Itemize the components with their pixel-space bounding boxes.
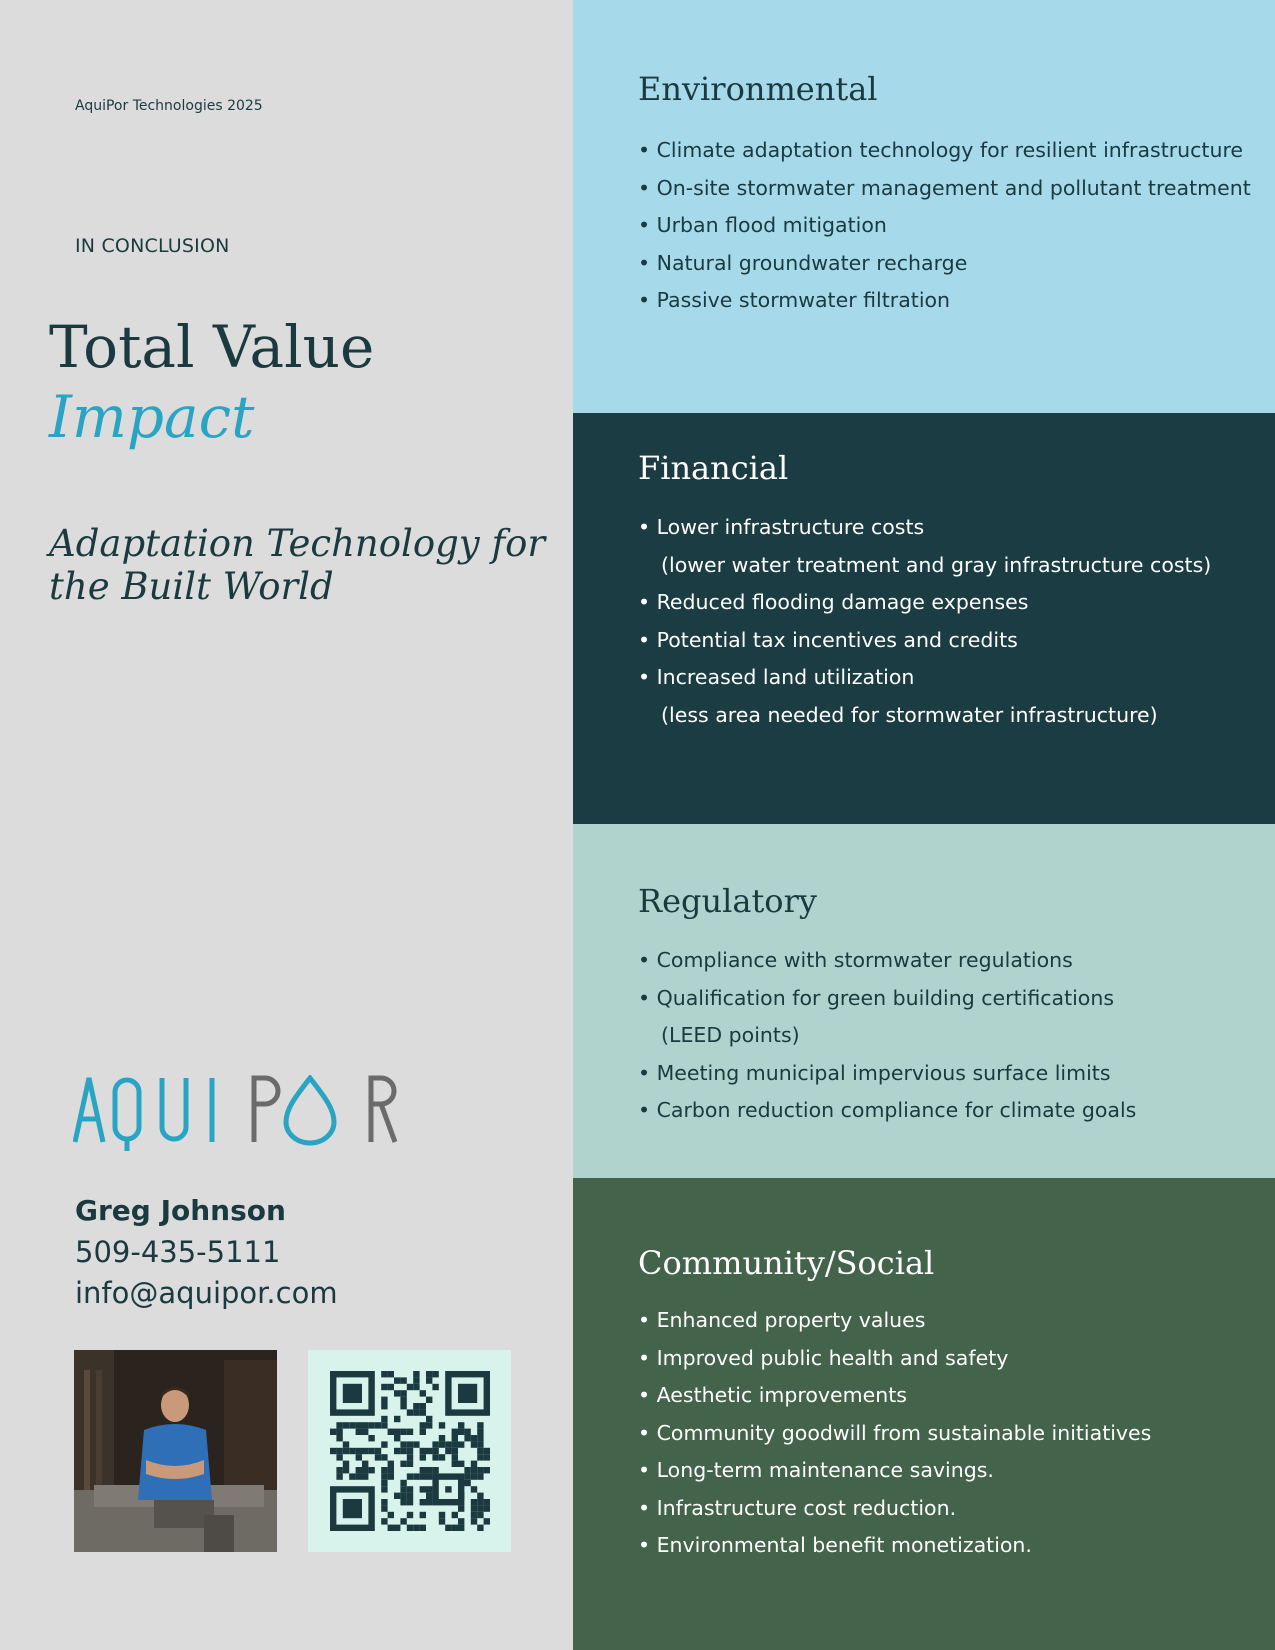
page-title-accent: Impact <box>49 383 255 451</box>
page-subtitle: Adaptation Technology for the Built World <box>49 522 546 608</box>
list-item: • Long-term maintenance savings. <box>638 1458 994 1482</box>
contact-name: Greg Johnson <box>75 1194 286 1227</box>
list-item: • Enhanced property values <box>638 1308 926 1332</box>
list-item: (less area needed for stormwater infrastructure) <box>648 702 1158 727</box>
list-item: • Carbon reduction compliance for climate goals <box>638 1098 1137 1122</box>
section-regulatory <box>573 824 1275 1178</box>
right-panel <box>573 0 1275 1650</box>
list-item: • Environmental benefit monetization. <box>638 1533 1032 1557</box>
section-title: Regulatory <box>638 882 817 920</box>
section-financial <box>573 413 1275 824</box>
section-title: Community/Social <box>638 1244 935 1282</box>
qr-code[interactable] <box>308 1350 511 1552</box>
page-title: Total Value <box>49 313 375 381</box>
list-item: • Aesthetic improvements <box>638 1383 907 1407</box>
list-item: • Improved public health and safety <box>638 1345 1009 1370</box>
list-item: (LEED points) <box>648 1023 800 1047</box>
section-community-social <box>573 1178 1275 1650</box>
section-title: Financial <box>638 449 789 487</box>
list-item: • Lower infrastructure costs <box>638 515 925 539</box>
contact-email[interactable]: info@aquipor.com <box>75 1276 338 1310</box>
person-photo <box>74 1350 277 1552</box>
financial-list <box>638 509 1211 734</box>
list-item: • Increased land utilization <box>638 665 915 689</box>
list-item: • Meeting municipal impervious surface limits <box>638 1060 1111 1085</box>
section-eyebrow: IN CONCLUSION <box>75 235 230 257</box>
list-item: • Climate adaptation technology for resilient infrastructure <box>638 138 1244 162</box>
aquipor-logo <box>73 1075 403 1155</box>
list-item: • Urban flood mitigation <box>638 213 887 237</box>
list-item: • Compliance with stormwater regulations <box>638 948 1073 972</box>
section-title: Environmental <box>638 70 878 108</box>
list-item: • On-site stormwater management and pollutant treatment <box>638 175 1251 200</box>
qr-code-icon <box>330 1371 490 1531</box>
list-item: • Community goodwill from sustainable initiatives <box>638 1420 1152 1445</box>
community-social-list <box>638 1302 1151 1565</box>
list-item: • Natural groundwater recharge <box>638 250 968 275</box>
environmental-list <box>638 132 1251 320</box>
contact-phone[interactable]: 509-435-5111 <box>75 1235 281 1269</box>
list-item: • Potential tax incentives and credits <box>638 627 1018 652</box>
section-environmental <box>573 0 1275 413</box>
regulatory-list <box>638 942 1136 1130</box>
list-item: • Infrastructure cost reduction. <box>638 1495 957 1520</box>
list-item: • Reduced flooding damage expenses <box>638 590 1029 614</box>
left-panel <box>0 0 573 1650</box>
list-item: (lower water treatment and gray infrastructure costs) <box>648 552 1212 577</box>
document-label: AquiPor Technologies 2025 <box>75 98 263 114</box>
list-item: • Passive stormwater filtration <box>638 288 951 312</box>
list-item: • Qualification for green building certifications <box>638 985 1115 1010</box>
